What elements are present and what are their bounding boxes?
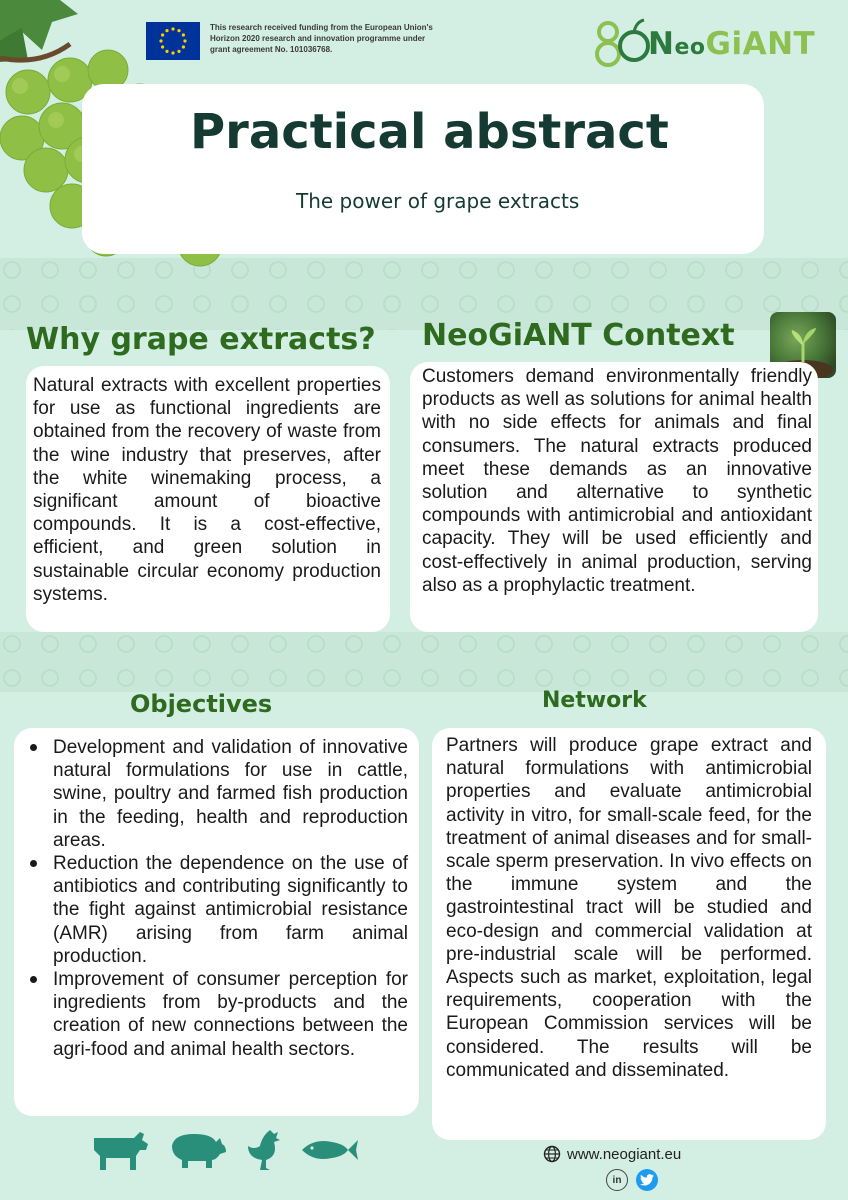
page-subtitle: The power of grape extracts xyxy=(296,189,580,213)
objectives-heading: Objectives xyxy=(130,690,273,718)
linkedin-icon[interactable]: in xyxy=(606,1169,628,1191)
fish-icon xyxy=(300,1136,358,1164)
objective-item: Development and validation of innovative natural formulations for use in cattle, swine, poultry and farmed fish production in the feeding, health and reproduction areas. xyxy=(24,736,408,852)
objective-item: Improvement of consumer perception for ingredients from by-products and the creation of new connections between the agri-food and animal health sectors. xyxy=(24,968,408,1061)
network-heading: Network xyxy=(542,688,647,713)
animal-icons xyxy=(90,1128,358,1172)
social-links xyxy=(606,1169,658,1191)
objectives-list xyxy=(24,736,408,1061)
chicken-icon xyxy=(244,1128,284,1172)
pig-icon xyxy=(166,1130,228,1170)
why-body: Natural extracts with excellent properties for use as functional ingredients are obtained from the recovery of waste from the wine industry that preserves, after the white winemaking process, a significant amount of bioactive compounds. It is a cost-effective, efficient, and green solution in sustainable circular economy production systems. xyxy=(33,375,381,605)
logo-mark-icon xyxy=(594,18,650,70)
context-body: Customers demand environmentally friendly products as well as solutions for animal health with no side effects for animals and final consumers. The natural extracts produced meet these demands as an innovative solution and alternative to synthetic compounds with antimicrobial and antioxidant capacity. They will be used efficiently and cost-effectively in animal production, serving also as a prophylactic treatment. xyxy=(422,366,812,596)
globe-icon xyxy=(543,1145,561,1163)
twitter-icon[interactable] xyxy=(636,1169,658,1191)
page-title: Practical abstract xyxy=(190,104,669,160)
objective-item: Reduction the dependence on the use of antibiotics and contributing significantly to the fight against antimicrobial resistance (AMR) arising from farm animal production. xyxy=(24,852,408,968)
website-link[interactable] xyxy=(543,1145,681,1163)
website-text[interactable]: www.neogiant.eu xyxy=(567,1145,682,1163)
why-heading: Why grape extracts? xyxy=(26,322,376,357)
network-body: Partners will produce grape extract and natural formulations with antimicrobial properties and evaluate antimicrobial activity in vitro, for small-scale feed, for the treatment of animal diseases and for small-scale sperm preservation. In vivo effects on the immune system and the gastrointestinal tract will be studied and eco-design and commercial validation at pre-industrial scale will be performed. Aspects such as market, exploitation, legal requirements, cooperation with the European Commission services will be considered. The results will be communicated and disseminated. xyxy=(446,735,812,1081)
context-heading: NeoGiANT Context xyxy=(422,318,735,353)
eu-flag-icon xyxy=(146,22,200,60)
logo-text: NeoGiANT xyxy=(648,26,816,62)
eu-funding-notice xyxy=(146,22,435,60)
eu-funding-text: This research received funding from the European Union's Horizon 2020 research and innovation programme under grant agreement No. 101036768. xyxy=(210,23,433,54)
cow-icon xyxy=(90,1128,150,1172)
neogiant-logo xyxy=(594,16,834,72)
pattern-band-middle xyxy=(0,632,848,692)
